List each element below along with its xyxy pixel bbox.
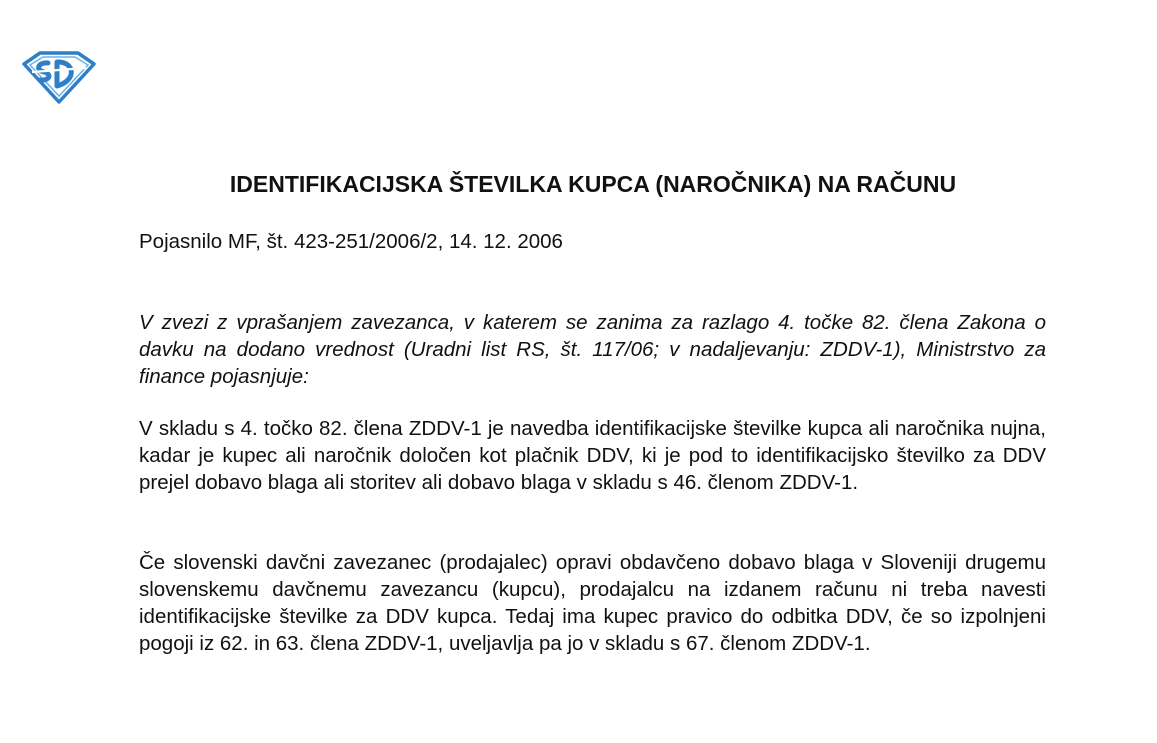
- intro-paragraph: V zvezi z vprašanjem zavezanca, v katerem se zanima za razlago 4. točke 82. člena Zakona o davku na dodano vrednost (Uradni list RS, št. 117/06; v nadaljevanju: ZDDV-1), Ministrstvo za finance pojasnjuje:: [139, 311, 1046, 388]
- body-paragraph-1: V skladu s 4. točko 82. člena ZDDV-1 je navedba identifikacijske številke kupca ali naročnika nujna, kadar je kupec ali naročnik določen kot plačnik DDV, ki je pod to identifikacijsko številko za DDV prejel dobavo blaga ali storitev ali dobavo blaga v skladu s 46. členom ZDDV-1.: [139, 417, 1046, 494]
- sd-shield-logo-icon: [22, 50, 96, 104]
- document-reference: Pojasnilo MF, št. 423-251/2006/2, 14. 12. 2006: [139, 230, 563, 253]
- document-title: IDENTIFIKACIJSKA ŠTEVILKA KUPCA (NAROČNIKA) NA RAČUNU: [229, 171, 957, 197]
- body-paragraph-2: Če slovenski davčni zavezanec (prodajalec) opravi obdavčeno dobavo blaga v Sloveniji drugemu slovenskemu davčnemu zavezancu (kupcu), prodajalcu na izdanem računu ni treba navesti identifikacijske številke za DDV kupca. Tedaj ima kupec pravico do odbitka DDV, če so izpolnjeni pogoji iz 62. in 63. člena ZDDV-1, uveljavlja pa jo v skladu s 67. členom ZDDV-1.: [139, 551, 1046, 655]
